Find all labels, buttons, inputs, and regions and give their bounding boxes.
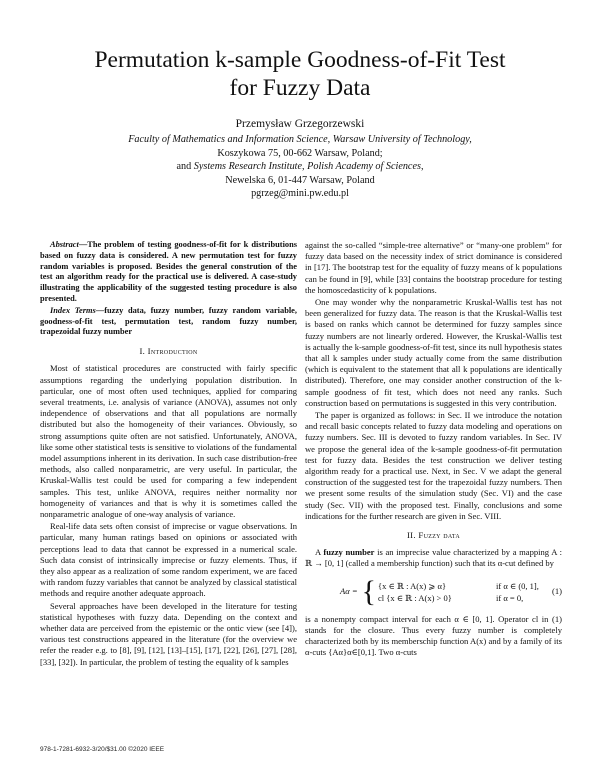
and-text: and	[176, 161, 194, 173]
paragraph: Most of statistical procedures are constructed with fairly specific assumptions regarding the underlying population distribution. In particular, one of most often used techniques, applied for comparing several treatments, i.e. analysis of variance (ANOVA), assumes not only independence of observations and that all populations are normally distributed but also the homogeneity of their variances. Obviously, so strong assumptions quite often are not satisfied. Unfortunately, ANOVA, like some other statistical tests is sensitive to violations of the fundamental model assumptions inherent in its derivation. In such case distribution-free methods, also called nonparametric, are very useful. In particular, the Kruskal-Wallis test could be used for comparing a few independent samples. This test, unlike ANOVA, requires neither normality nor homogeneity of variances and that is why it is sometimes called the nonparametric analogue of one-way analysis of variance.	[40, 363, 297, 520]
index-terms-text: —fuzzy data, fuzzy number, fuzzy random variable, goodness-of-fit test, permutation test, random fuzzy number, trapezoidal fuzzy number	[40, 305, 297, 337]
author-name: Przemysław Grzegorzewski	[235, 118, 365, 130]
equation-cases	[378, 580, 544, 604]
text-run: A	[315, 547, 324, 558]
term-fuzzy-number: fuzzy number	[323, 547, 375, 558]
title-line-1: Permutation k-sample Goodness-of-Fit Test	[94, 47, 506, 73]
right-column	[305, 240, 562, 660]
address-1: Koszykowa 75, 00-662 Warsaw, Poland;	[217, 147, 383, 159]
equation-lhs: Aα =	[340, 586, 358, 597]
index-terms-label: Index Terms	[50, 305, 96, 315]
paragraph: Real-life data sets often consist of imprecise or vague observations. In particular, many human ratings based on opinions or associated with perceptions lead to data that cannot be expressed in a numerical scale. Such data consist of intrinsically imprecise or fuzzy elements. Thus, if they also appear as a realization of some random experiment, we are faced with random fuzzy variables that cannot be analyzed by classical statistical methods and require another adequate approach.	[40, 521, 297, 599]
paragraph: is a nonempty compact interval for each α ∈ [0, 1]. Operator cl in (1) stands for the closure. Thus every fuzzy number is completely characterized both by its memberschip function A(x) and by a family of its α-cuts {Aα}α∈[0,1]. Two α-cuts	[305, 613, 562, 658]
paragraph: Several approaches have been developed in the literature for testing statistical hypotheses with fuzzy data. Depending on the context and whether data are perceived from the epistemic or the ontic view (see [4]), various test constructions appeared in the literature (for the overview we refer the reader e.g. to [8], [9], [12], [13]–[15], [17], [22], [26], [27], [28], [33], [32]). In particular, the problem of testing the equality of k samples	[40, 600, 297, 667]
abstract	[40, 240, 297, 305]
left-column	[40, 240, 297, 669]
address-2: Newelska 6, 01-447 Warsaw, Poland	[225, 174, 375, 186]
affiliation-2: Systems Research Institute, Polish Academy of Sciences,	[193, 161, 424, 173]
copyright-footer: 978-1-7281-6932-3/20/$31.00 ©2020 IEEE	[40, 746, 165, 753]
case-1-expr: {x ∈ ℝ : A(x) ⩾ α}	[378, 580, 447, 591]
index-terms	[40, 306, 297, 338]
author-block	[60, 118, 540, 200]
abstract-label: Abstract	[50, 240, 79, 249]
abstract-text: —The problem of testing goodness-of-fit for k distributions based on fuzzy data is considered. A new permutation test for fuzzy random variables is proposed. Besides the general constrution of the test an algorithm ready for the practical use is delivered. A case-study illustrating the applicability of the suggested testing procedure is also presented.	[40, 240, 297, 303]
paper-title	[60, 46, 540, 102]
equation-number: (1)	[552, 586, 562, 597]
title-line-2: for Fuzzy Data	[229, 75, 371, 101]
left-brace: {	[361, 574, 377, 608]
case-2-expr: cl {x ∈ ℝ : A(x) > 0}	[378, 592, 452, 603]
paragraph-fuzzy-number	[305, 547, 562, 569]
author-email: pgrzeg@mini.pw.edu.pl	[251, 188, 349, 200]
equation-1	[305, 576, 562, 608]
paragraph: against the so-called “simple-tree alternative” or “many-one problem” for fuzzy data based on the necessity index of strict dominance is considered in [17]. The bootstrap test for the equality of fuzzy means of k populations can be found in [9], while [33] contains the bootstrap procedure for testing the homoscedasticity of k populations.	[305, 240, 562, 295]
affiliation-1: Faculty of Mathematics and Information Science, Warsaw University of Technology,	[128, 134, 472, 146]
case-2-cond: if α = 0,	[496, 592, 524, 603]
paragraph: The paper is organized as follows: in Sec. II we introduce the notation and recall basic concepts related to fuzzy data modeling and operations on fuzzy numbers. Sec. III is devoted to fuzzy random variables. In Sec. IV we propose the general idea of the k-sample goodness-of-fit permutation test for fuzzy data. Besides the test construction we deliver testing algorithm ready for a practical use. Next, in Sec. V we adapt the general construction of the suggested test for the trapezoidal fuzzy numbers. Then we present some results of the simulation study (Sec. VI) and the case study (Sec. VII) with the proposed test. Finally, conclusions and some indications for the further research are given in Sec. VIII.	[305, 410, 562, 521]
section-heading-fuzzy-data: II. Fuzzy data	[406, 530, 461, 541]
text-run: is an imprecise value characterized by a mapping A : ℝ → [0, 1] (called a membership function) such that its α-cut defined by	[305, 547, 562, 569]
case-1-cond: if α ∈ (0, 1],	[496, 580, 539, 591]
paragraph: One may wonder why the nonparametric Kruskal-Wallis test has not been generalized for fuzzy data. The reason is that the Kruskal-Wallis test is based on ranks which cannot be determined for fuzzy samples since fuzzy numbers are not linearly ordered. However, the Kruskal-Wallis test is actually the k-sample goodness-of-fit test, since its null hypothesis states that all k samples under study actually come from the same distribution (which is equivalent to the statement that all k populations are identically distributed). Therefore, one may consider another construction of the k-sample goodness of fit test, which does not need any ranks. Such construction based on permutations is suggested in this very contribution.	[305, 297, 562, 408]
section-heading-introduction: I. Introduction	[139, 346, 198, 357]
